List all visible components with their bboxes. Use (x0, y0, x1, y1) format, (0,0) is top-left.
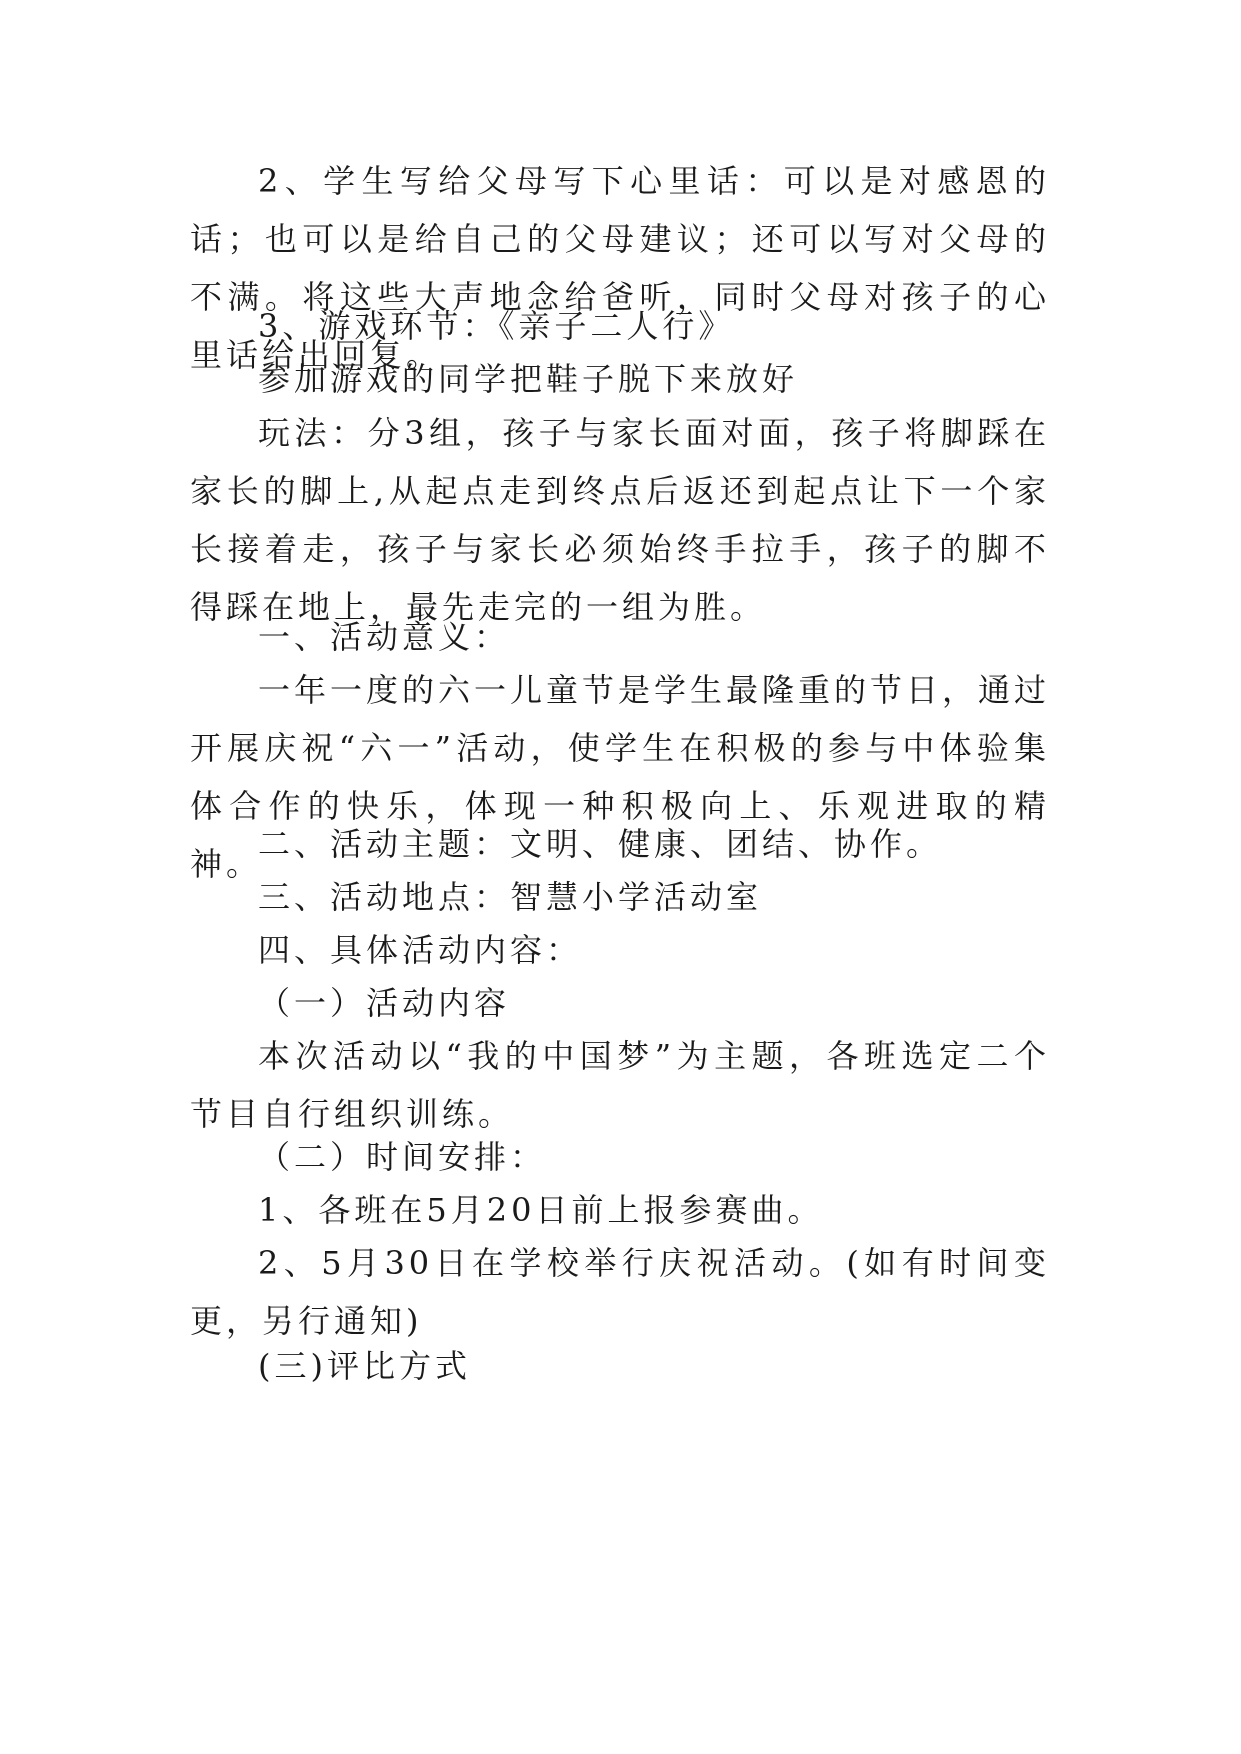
heading-activity-content: 四、具体活动内容： (258, 931, 583, 969)
subheading-content: （一）活动内容 (258, 984, 511, 1022)
heading-activity-theme: 二、活动主题：文明、健康、团结、协作。 (258, 825, 943, 863)
paragraph-schedule-2: 2、5月30日在学校举行庆祝活动。(如有时间变更，另行通知) (190, 1244, 1050, 1340)
paragraph-activity-meaning: 一年一度的六一儿童节是学生最隆重的节日，通过开展庆祝“六一”活动，使学生在积极的参与中体验集体合作的快乐，体现一种积极向上、乐观进取的精神。 (190, 671, 1051, 883)
heading-activity-meaning: 一、活动意义： (258, 618, 511, 656)
paragraph-content: 本次活动以“我的中国梦”为主题，各班选定二个节目自行组织训练。 (190, 1037, 1050, 1133)
subheading-schedule: （二）时间安排： (258, 1138, 547, 1176)
heading-activity-location: 三、活动地点：智慧小学活动室 (258, 878, 763, 916)
paragraph-parent-letters: 2、学生写给父母写下心里话：可以是对感恩的话；也可以是给自己的父母建议；还可以写对父母的不满。将这些大声地念给爸听，同时父母对孩子的心里话给出回复。 (190, 162, 1050, 374)
paragraph-schedule-1: 1、各班在5月20日前上报参赛曲。 (258, 1191, 824, 1229)
paragraph-game-rules: 玩法：分3组，孩子与家长面对面，孩子将脚踩在家长的脚上,从起点走到终点后返还到起点让下一个家长接着走，孩子与家长必须始终手拉手，孩子的脚不得踩在地上，最先走完的一组为胜。 (190, 414, 1050, 626)
subheading-evaluation: (三)评比方式 (258, 1347, 471, 1385)
paragraph-game-section: 3、游戏环节：《亲子二人行》 (258, 307, 735, 345)
paragraph-game-prep: 参加游戏的同学把鞋子脱下来放好 (258, 360, 799, 398)
